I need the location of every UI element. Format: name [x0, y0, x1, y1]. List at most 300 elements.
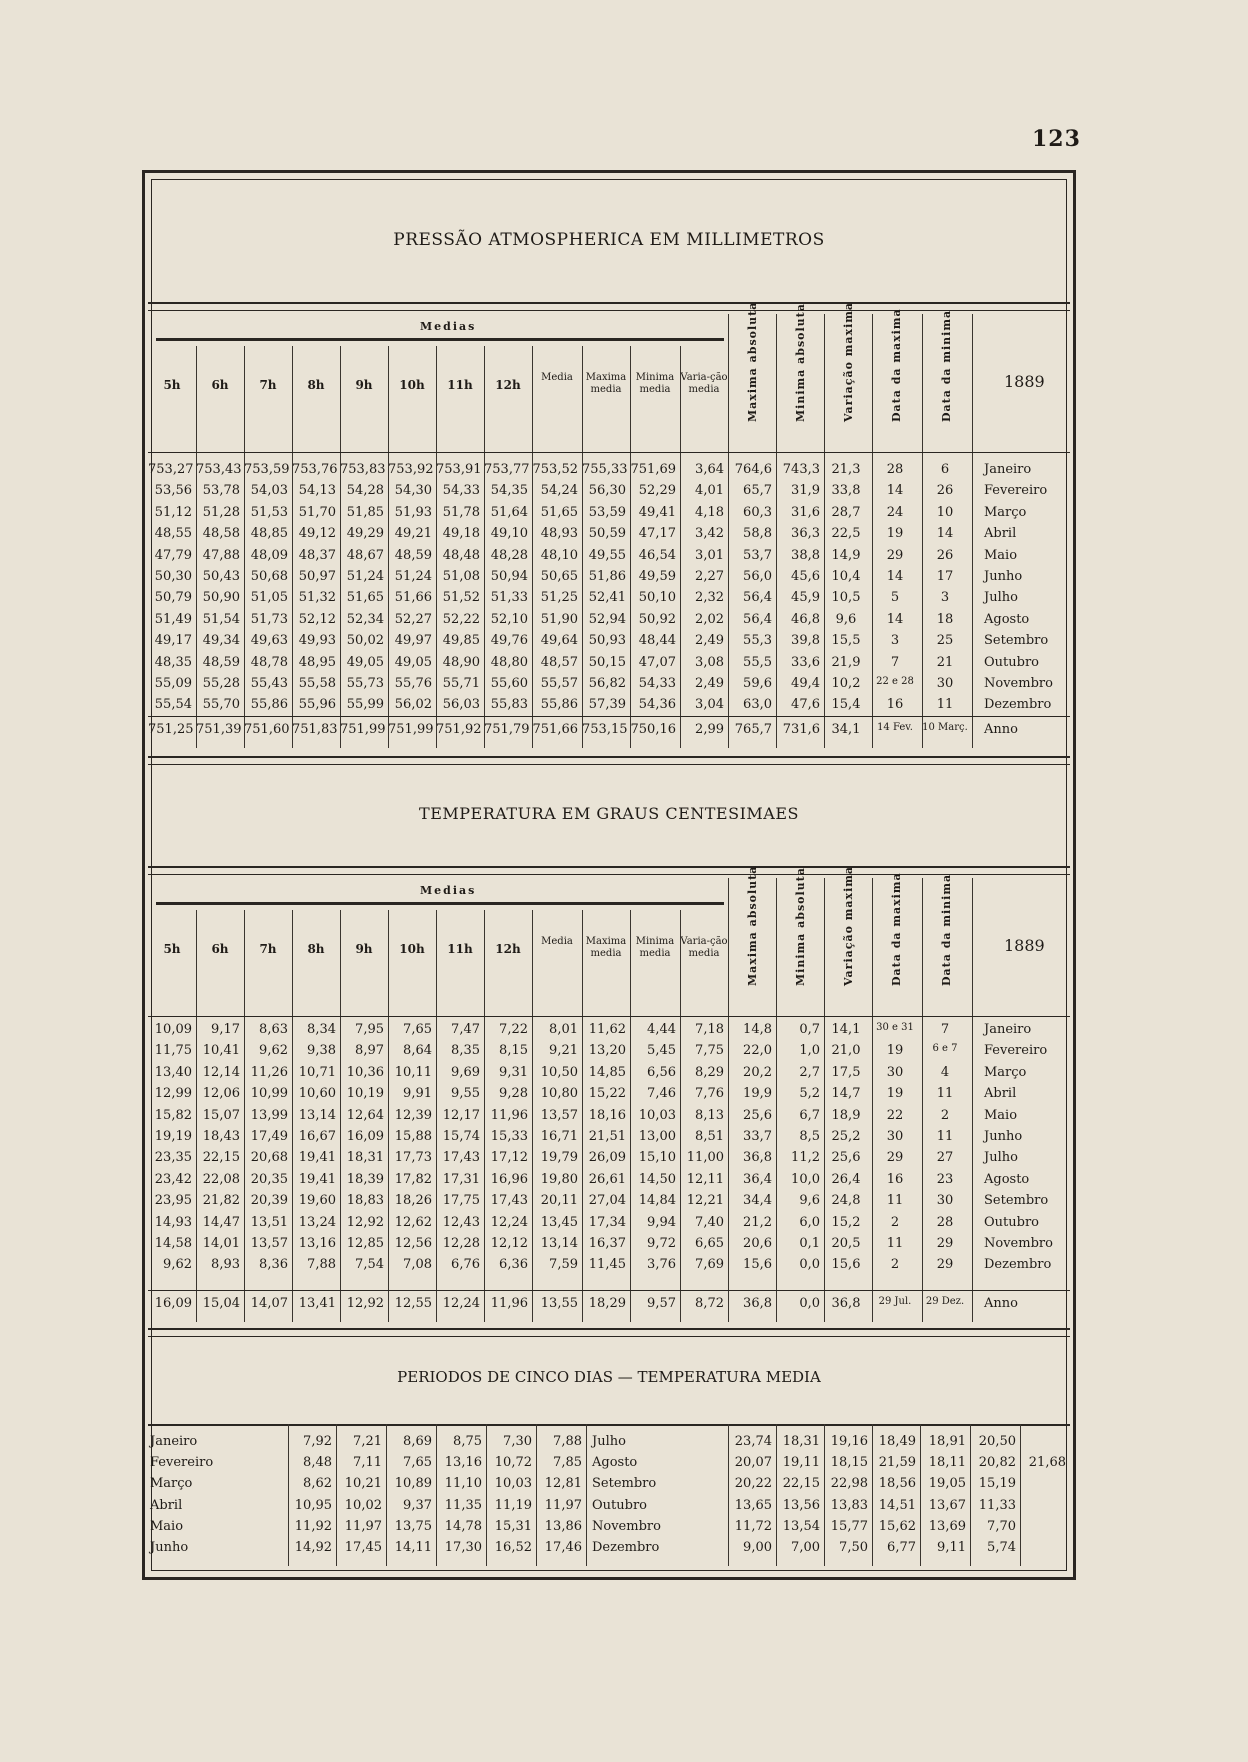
temperature-cell: 12,92	[346, 1214, 384, 1230]
pressure-cell: 26	[936, 547, 954, 563]
temperature-cell: 21,0	[831, 1043, 861, 1059]
pressure-cell: 49,12	[298, 526, 336, 542]
pressure-cell: 52,29	[638, 483, 676, 499]
temperature-medias-brace	[156, 902, 724, 905]
pressure-cell: 3	[890, 633, 900, 649]
pressure-cell: 49,97	[394, 633, 432, 649]
pressure-year: 1889	[1004, 372, 1045, 391]
temperature-cell: 11,62	[588, 1022, 626, 1037]
pressure-cell: 753,76	[292, 462, 338, 477]
temperature-cell: 19	[886, 1043, 904, 1059]
pressure-cell: 48,85	[250, 526, 288, 542]
pressure-cell: 48,93	[540, 526, 578, 542]
pressure-cell: 49,10	[490, 526, 528, 542]
temperature-cell: 23	[936, 1171, 954, 1187]
temperature-cell: 14,1	[831, 1022, 861, 1037]
pressure-cell: 49,05	[394, 654, 432, 670]
pressure-cell: 50,79	[154, 590, 192, 606]
pressure-cell: 14	[886, 483, 904, 499]
period-month-label: Junho	[150, 1540, 189, 1555]
temperature-cell: 19,41	[298, 1150, 336, 1166]
temperature-cell: 20,6	[743, 1236, 772, 1251]
pressure-cell: 49,4	[791, 676, 820, 691]
temperature-cell: 15,2	[831, 1214, 861, 1230]
pressure-annual-cell: 751,99	[340, 722, 386, 737]
pressure-cell: 14	[886, 569, 904, 584]
pressure-cell: 753,52	[532, 462, 578, 477]
period-cell: 17,45	[344, 1540, 382, 1555]
pressure-cell: 49,64	[540, 633, 578, 649]
temperature-annual-label: Anno	[984, 1296, 1018, 1311]
pressure-cell: 48,67	[346, 547, 384, 563]
period-month-label: Maio	[150, 1518, 184, 1534]
temperature-cell: 7	[940, 1022, 950, 1037]
period-cell: 18,91	[928, 1434, 966, 1449]
page-number: 123	[1032, 126, 1081, 152]
period-cell: 7,85	[553, 1455, 582, 1471]
pressure-cell: 48,58	[202, 526, 240, 542]
temperature-month-label: Janeiro	[984, 1022, 1032, 1037]
temperature-cell: 13,14	[298, 1107, 336, 1123]
pressure-cell: 4,01	[695, 483, 724, 499]
pressure-cell: 11	[936, 697, 954, 713]
period-cell: 9,37	[403, 1497, 432, 1513]
temperature-cell: 14,85	[588, 1064, 626, 1080]
temperature-cell: 14,50	[638, 1171, 676, 1187]
temperature-annual-cell: 9,57	[647, 1296, 676, 1311]
period-extra-cell: 21,68	[1028, 1455, 1066, 1471]
temperature-annual-rule	[148, 1290, 1070, 1291]
temperature-cell: 15,6	[743, 1257, 772, 1273]
pressure-header-rule	[148, 452, 1070, 453]
pressure-cell: 3,04	[695, 697, 724, 713]
pressure-cell: 53,56	[154, 483, 192, 499]
pressure-cell: 65,7	[743, 483, 772, 499]
period-cell: 13,67	[928, 1497, 966, 1513]
temperature-cell: 15,88	[394, 1129, 432, 1144]
pressure-month-label: Fevereiro	[984, 483, 1048, 499]
temperature-annual-cell: 12,24	[442, 1296, 480, 1311]
pressure-col-header: 7h	[259, 378, 277, 392]
pressure-cell: 51,65	[540, 504, 578, 520]
temperature-cell: 13,57	[250, 1236, 288, 1251]
pressure-cell: 55,09	[154, 676, 192, 691]
pressure-cell: 51,24	[346, 569, 384, 584]
pressure-cell: 753,77	[484, 462, 530, 477]
pressure-cell: 9,6	[835, 611, 857, 627]
pressure-cell: 24	[886, 504, 904, 520]
temperature-cell: 8,13	[695, 1107, 724, 1123]
period-month-label: Fevereiro	[150, 1455, 214, 1471]
pressure-cell: 3	[940, 590, 950, 606]
period-cell: 20,82	[978, 1455, 1016, 1471]
period-cell: 20,50	[978, 1434, 1016, 1449]
temperature-annual-cell: 15,04	[202, 1296, 240, 1311]
temperature-cell: 14,47	[202, 1214, 240, 1230]
temperature-cell: 12,43	[442, 1214, 480, 1230]
pressure-cell: 51,08	[442, 569, 480, 584]
pressure-cell: 51,65	[346, 590, 384, 606]
pressure-cell: 51,73	[250, 611, 288, 627]
temperature-cell: 10,71	[298, 1064, 336, 1080]
pressure-cell: 2,49	[695, 676, 724, 691]
pressure-cell: 22 e 28	[876, 676, 914, 687]
temperature-cell: 7,40	[695, 1214, 724, 1230]
pressure-cell: 51,78	[442, 504, 480, 520]
pressure-cell: 56,0	[743, 569, 772, 584]
period-cell: 5,74	[987, 1540, 1016, 1555]
pressure-col-header: Minima media	[635, 372, 675, 395]
pressure-month-label: Julho	[984, 590, 1018, 606]
period-cell: 6,77	[887, 1540, 916, 1555]
temperature-col-header: 11h	[447, 942, 473, 956]
pressure-cell: 55,3	[743, 633, 772, 649]
temperature-col-header: Maxima media	[585, 936, 627, 959]
pressure-col-line	[972, 314, 973, 748]
pressure-cell: 753,83	[340, 462, 386, 477]
temperature-cell: 8,97	[355, 1043, 384, 1059]
temperature-cell: 12,64	[346, 1107, 384, 1123]
period-cell: 18,31	[782, 1434, 820, 1449]
temperature-cell: 10,09	[154, 1022, 192, 1037]
temperature-cell: 14,84	[638, 1193, 676, 1209]
temperature-cell: 9,72	[647, 1236, 676, 1251]
pressure-annual-cell: 751,39	[196, 722, 242, 737]
pressure-month-label: Junho	[984, 569, 1023, 584]
pressure-cell: 47,07	[638, 654, 676, 670]
temperature-cell: 36,4	[743, 1171, 772, 1187]
pressure-cell: 55,71	[442, 676, 480, 691]
temperature-cell: 7,54	[355, 1257, 384, 1273]
pressure-cell: 48,59	[394, 547, 432, 563]
pressure-annual-cell: 751,25	[148, 722, 194, 737]
temperature-cell: 12,62	[394, 1214, 432, 1230]
temperature-cell: 30	[886, 1129, 904, 1144]
temperature-cell: 17,31	[442, 1171, 480, 1187]
period-cell: 18,56	[878, 1476, 916, 1492]
temperature-col-header: 5h	[163, 942, 181, 956]
temperature-cell: 16,37	[588, 1236, 626, 1251]
pressure-cell: 751,69	[630, 462, 676, 477]
periods-col-line	[1020, 1424, 1021, 1566]
pressure-col-header: 5h	[163, 378, 181, 392]
pressure-cell: 48,95	[298, 654, 336, 670]
temperature-cell: 25,2	[831, 1129, 861, 1144]
temperature-cell: 15,07	[202, 1107, 240, 1123]
period-cell: 12,81	[544, 1476, 582, 1492]
pressure-cell: 755,33	[582, 462, 628, 477]
temperature-cell: 7,65	[403, 1022, 432, 1037]
pressure-vcol-header: Maxima absoluta	[746, 301, 759, 422]
pressure-cell: 50,90	[202, 590, 240, 606]
period-cell: 13,54	[782, 1518, 820, 1534]
period-cell: 10,21	[344, 1476, 382, 1492]
temperature-cell: 7,69	[695, 1257, 724, 1273]
period-month-label: Julho	[592, 1434, 626, 1449]
pressure-cell: 10,2	[831, 676, 861, 691]
temperature-month-label: Novembro	[984, 1236, 1053, 1251]
temperature-cell: 10,50	[540, 1064, 578, 1080]
pressure-cell: 29	[886, 547, 904, 563]
pressure-cell: 3,42	[695, 526, 724, 542]
pressure-cell: 51,54	[202, 611, 240, 627]
temperature-cell: 9,55	[451, 1086, 480, 1102]
pressure-title: PRESSÃO ATMOSPHERICA EM MILLIMETROS	[393, 230, 825, 250]
temperature-cell: 20,11	[540, 1193, 578, 1209]
temperature-cell: 9,17	[211, 1022, 240, 1037]
temperature-col-header: 12h	[495, 942, 521, 956]
temperature-cell: 18,83	[346, 1193, 384, 1209]
temperature-cell: 6 e 7	[932, 1043, 958, 1055]
pressure-cell: 47,6	[791, 697, 820, 713]
pressure-cell: 2,02	[695, 611, 724, 627]
temperature-cell: 8,36	[259, 1257, 288, 1273]
period-cell: 13,75	[394, 1518, 432, 1534]
temperature-col-header: 10h	[399, 942, 425, 956]
pressure-annual-rule	[148, 716, 1070, 717]
temperature-cell: 12,12	[490, 1236, 528, 1251]
pressure-cell: 54,33	[638, 676, 676, 691]
pressure-month-label: Maio	[984, 547, 1018, 563]
temperature-cell: 23,42	[154, 1171, 192, 1187]
period-cell: 8,75	[453, 1434, 482, 1449]
pressure-cell: 28	[886, 462, 904, 477]
pressure-col-header: Media	[541, 372, 573, 383]
period-cell: 10,72	[494, 1455, 532, 1471]
pressure-cell: 10,5	[831, 590, 861, 606]
temperature-vcol-header: Data da minima	[940, 873, 953, 986]
period-cell: 14,92	[294, 1540, 332, 1555]
temperature-cell: 7,46	[647, 1086, 676, 1102]
temperature-month-label: Dezembro	[984, 1257, 1052, 1273]
pressure-cell: 54,35	[490, 483, 528, 499]
period-cell: 18,11	[928, 1455, 966, 1471]
period-cell: 8,69	[403, 1434, 432, 1449]
period-cell: 18,15	[830, 1455, 868, 1471]
temperature-cell: 12,24	[490, 1214, 528, 1230]
pressure-medias-label: Medias	[420, 320, 477, 333]
pressure-cell: 5	[890, 590, 900, 606]
temperature-cell: 2	[890, 1214, 900, 1230]
pressure-annual-label: Anno	[984, 722, 1018, 737]
pressure-cell: 53,59	[588, 504, 626, 520]
temperature-cell: 14,7	[831, 1086, 861, 1102]
temperature-cell: 0,7	[799, 1022, 820, 1037]
pressure-cell: 52,34	[346, 611, 384, 627]
pressure-col-header: Maxima media	[585, 372, 627, 395]
pressure-cell: 45,6	[791, 569, 820, 584]
temperature-header-rule	[148, 1016, 1070, 1017]
period-cell: 10,89	[394, 1476, 432, 1492]
pressure-annual-cell: 751,99	[388, 722, 434, 737]
pressure-month-label: Setembro	[984, 633, 1049, 649]
temperature-col-header: Varia-ção media	[680, 936, 728, 959]
temperature-cell: 21,82	[202, 1193, 240, 1209]
pressure-vcol-header: Variação maxima	[842, 301, 855, 422]
pressure-cell: 52,41	[588, 590, 626, 606]
temperature-cell: 13,57	[540, 1107, 578, 1123]
temperature-cell: 15,74	[442, 1129, 480, 1144]
pressure-cell: 54,30	[394, 483, 432, 499]
temperature-cell: 18,16	[588, 1107, 626, 1123]
pressure-cell: 51,33	[490, 590, 528, 606]
pressure-cell: 52,10	[490, 611, 528, 627]
period-month-label: Março	[150, 1476, 193, 1492]
temperature-cell: 17,5	[831, 1064, 861, 1080]
pressure-cell: 51,12	[154, 504, 192, 520]
pressure-cell: 50,97	[298, 569, 336, 584]
pressure-cell: 753,43	[196, 462, 242, 477]
temperature-cell: 6,7	[799, 1107, 820, 1123]
period-cell: 10,02	[344, 1497, 382, 1513]
period-cell: 19,05	[928, 1476, 966, 1492]
pressure-col-header: 6h	[211, 378, 229, 392]
pressure-cell: 57,39	[588, 697, 626, 713]
temperature-month-label: Março	[984, 1064, 1027, 1080]
temperature-annual-cell: 11,96	[490, 1296, 528, 1311]
temperature-cell: 9,94	[647, 1214, 676, 1230]
period-cell: 7,65	[403, 1455, 432, 1471]
temperature-cell: 0,1	[799, 1236, 820, 1251]
temperature-cell: 25,6	[743, 1107, 772, 1123]
temperature-cell: 7,95	[355, 1022, 384, 1037]
temperature-cell: 2	[940, 1107, 950, 1123]
temperature-col-header: 8h	[307, 942, 325, 956]
temperature-cell: 17,75	[442, 1193, 480, 1209]
temperature-cell: 10,0	[791, 1171, 820, 1187]
temperature-cell: 26,61	[588, 1171, 626, 1187]
pressure-cell: 49,05	[346, 654, 384, 670]
temperature-annual-cell: 18,29	[588, 1296, 626, 1311]
pressure-cell: 63,0	[743, 697, 772, 713]
temperature-cell: 9,69	[451, 1064, 480, 1080]
pressure-cell: 52,12	[298, 611, 336, 627]
pressure-cell: 56,30	[588, 483, 626, 499]
pressure-cell: 51,32	[298, 590, 336, 606]
temperature-vcol-header: Variação maxima	[842, 865, 855, 986]
period-cell: 8,48	[303, 1455, 332, 1471]
pressure-cell: 3,01	[695, 547, 724, 563]
pressure-cell: 36,3	[791, 526, 820, 542]
temperature-annual-cell: 12,92	[346, 1296, 384, 1311]
pressure-cell: 15,5	[831, 633, 861, 649]
temperature-cell: 29	[886, 1150, 904, 1166]
pressure-cell: 48,55	[154, 526, 192, 542]
temperature-cell: 15,10	[638, 1150, 676, 1166]
temperature-cell: 20,35	[250, 1171, 288, 1187]
pressure-cell: 26	[936, 483, 954, 499]
temperature-cell: 28	[936, 1214, 954, 1230]
temperature-cell: 11,96	[490, 1107, 528, 1123]
pressure-annual-cell: 34,1	[831, 722, 861, 737]
pressure-cell: 48,35	[154, 654, 192, 670]
temperature-month-label: Maio	[984, 1107, 1018, 1123]
temperature-cell: 8,63	[259, 1022, 288, 1037]
period-cell: 10,03	[494, 1476, 532, 1492]
temperature-cell: 11	[936, 1086, 954, 1102]
pressure-cell: 51,70	[298, 504, 336, 520]
pressure-cell: 51,49	[154, 611, 192, 627]
pressure-cell: 14	[936, 526, 954, 542]
temperature-cell: 11,2	[791, 1150, 820, 1166]
temperature-cell: 34,4	[743, 1193, 772, 1209]
temperature-cell: 20,2	[743, 1064, 772, 1080]
pressure-month-label: Outubro	[984, 654, 1039, 670]
pressure-cell: 2,32	[695, 590, 724, 606]
pressure-cell: 55,43	[250, 676, 288, 691]
pressure-cell: 50,59	[588, 526, 626, 542]
temperature-cell: 27	[936, 1150, 954, 1166]
temperature-cell: 11,26	[250, 1064, 288, 1080]
temperature-annual-cell: 0,0	[799, 1296, 820, 1311]
temperature-month-label: Agosto	[984, 1171, 1030, 1187]
temperature-cell: 19,79	[540, 1150, 578, 1166]
pressure-cell: 54,33	[442, 483, 480, 499]
pressure-cell: 51,93	[394, 504, 432, 520]
pressure-annual-cell: 14 Fev.	[877, 722, 913, 733]
temperature-cell: 23,95	[154, 1193, 192, 1209]
pressure-month-label: Março	[984, 504, 1027, 520]
pressure-cell: 33,8	[831, 483, 861, 499]
temperature-vcol-header: Minima absoluta	[794, 867, 807, 986]
period-cell: 7,88	[553, 1434, 582, 1449]
temperature-cell: 10,19	[346, 1086, 384, 1102]
temperature-cell: 2,7	[799, 1064, 820, 1080]
temperature-cell: 17,73	[394, 1150, 432, 1166]
temperature-annual-cell: 12,55	[394, 1296, 432, 1311]
temperature-cell: 11,75	[154, 1043, 192, 1059]
period-cell: 10,95	[294, 1497, 332, 1513]
period-cell: 13,83	[830, 1497, 868, 1513]
temperature-cell: 16	[886, 1171, 904, 1187]
pressure-cell: 30	[936, 676, 954, 691]
temperature-cell: 23,35	[154, 1150, 192, 1166]
pressure-cell: 56,4	[743, 611, 772, 627]
temperature-cell: 8,5	[799, 1129, 820, 1144]
temperature-cell: 22	[886, 1107, 904, 1123]
period-cell: 13,56	[782, 1497, 820, 1513]
period-cell: 11,97	[344, 1518, 382, 1534]
pressure-cell: 49,76	[490, 633, 528, 649]
pressure-cell: 48,10	[540, 547, 578, 563]
pressure-cell: 50,02	[346, 633, 384, 649]
period-cell: 13,16	[444, 1455, 482, 1471]
pressure-cell: 14,9	[831, 547, 861, 563]
period-cell: 13,86	[544, 1518, 582, 1534]
pressure-cell: 49,93	[298, 633, 336, 649]
temperature-annual-cell: 14,07	[250, 1296, 288, 1311]
period-month-label: Abril	[150, 1497, 183, 1513]
temperature-cell: 4	[940, 1064, 950, 1080]
temperature-cell: 10,60	[298, 1086, 336, 1102]
pressure-cell: 49,34	[202, 633, 240, 649]
pressure-annual-cell: 750,16	[630, 722, 676, 737]
period-cell: 11,97	[544, 1497, 582, 1513]
temperature-cell: 7,88	[307, 1257, 336, 1273]
temperature-cell: 8,35	[451, 1043, 480, 1059]
temperature-cell: 5,2	[799, 1086, 820, 1102]
temperature-cell: 0,0	[799, 1257, 820, 1273]
temperature-annual-cell: 36,8	[743, 1296, 772, 1311]
pressure-cell: 47,88	[202, 547, 240, 563]
temperature-cell: 17,43	[490, 1193, 528, 1209]
temperature-cell: 27,04	[588, 1193, 626, 1209]
pressure-cell: 753,59	[244, 462, 290, 477]
pressure-cell: 55,54	[154, 697, 192, 713]
pressure-cell: 54,24	[540, 483, 578, 499]
pressure-cell: 48,57	[540, 654, 578, 670]
temperature-cell: 20,5	[831, 1236, 861, 1251]
